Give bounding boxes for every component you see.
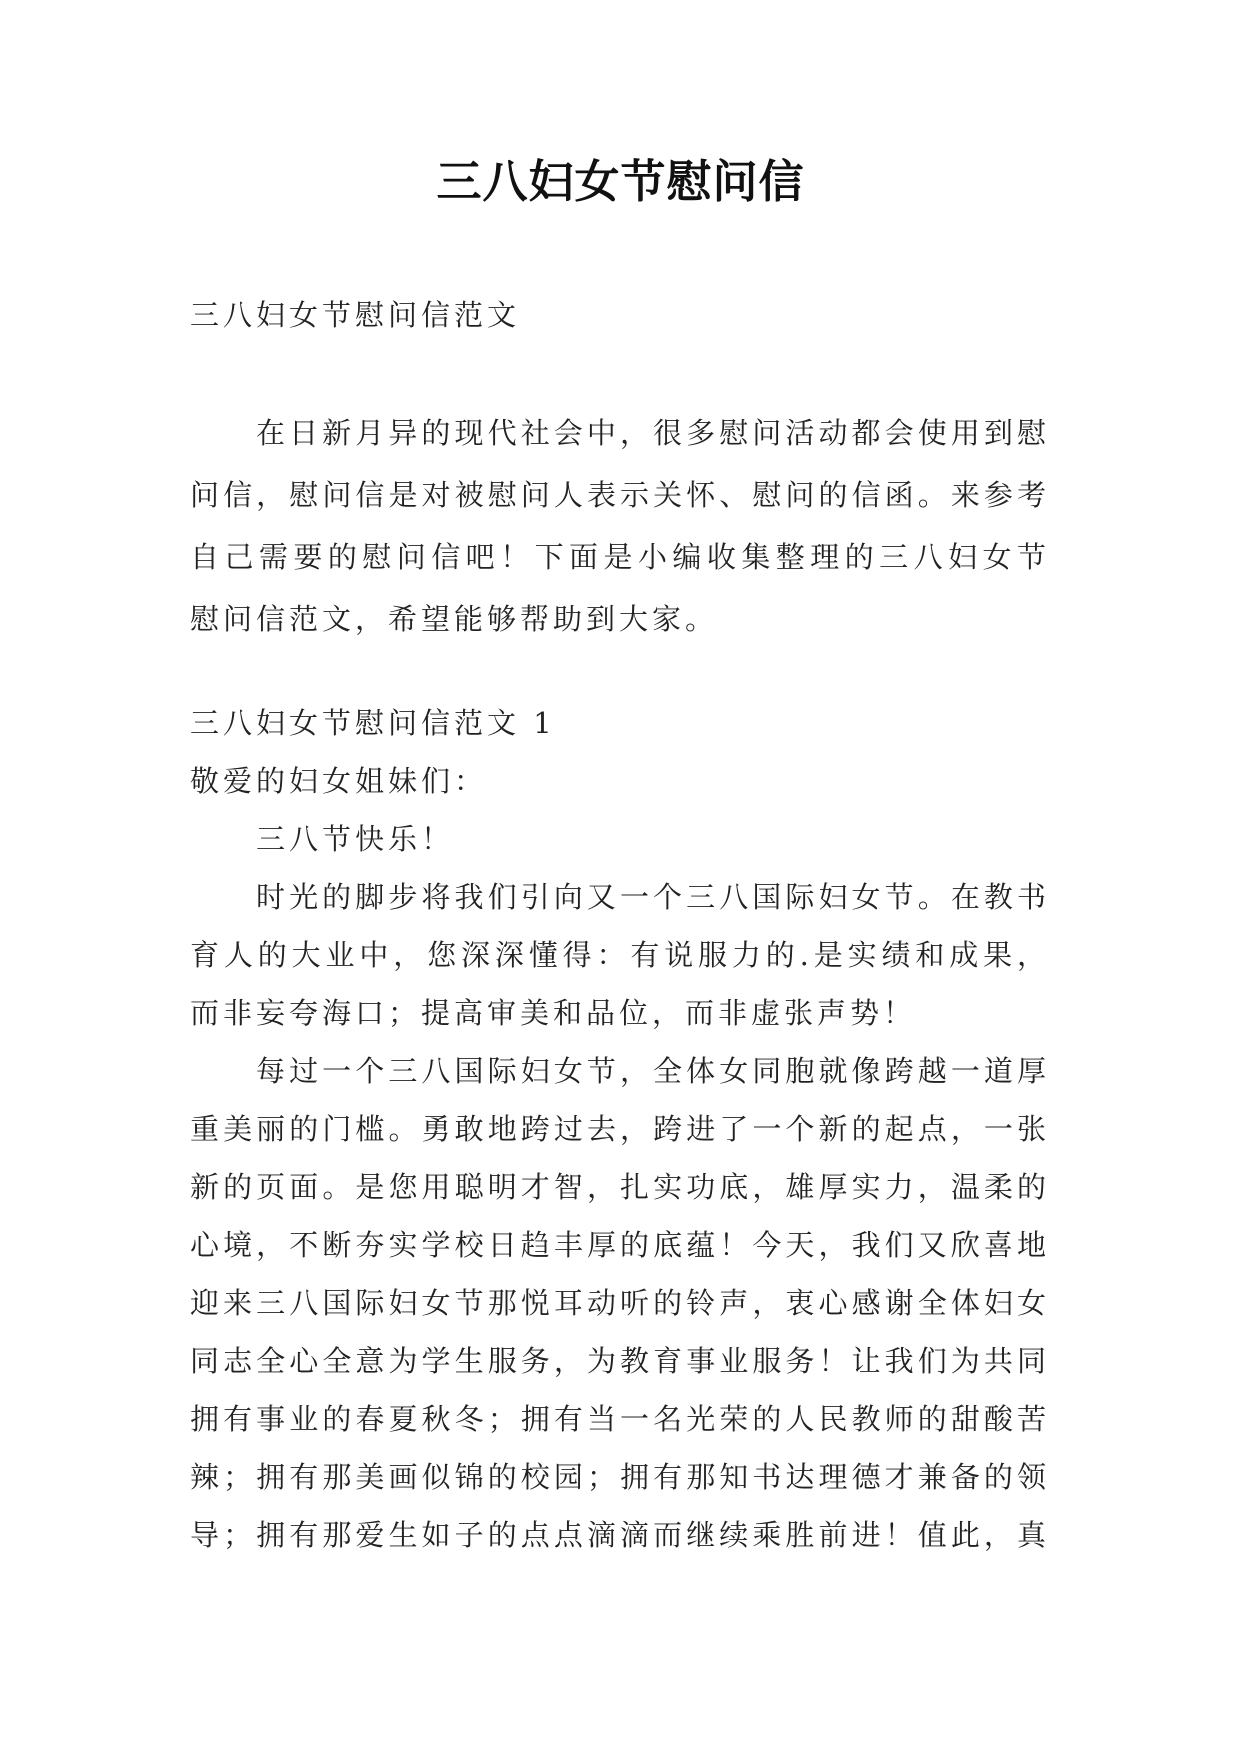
paragraph-line: 时光的脚步将我们引向又一个三八国际妇女节。在教书 bbox=[256, 880, 1050, 914]
paragraph-line: 同志全心全意为学生服务，为教育事业服务！让我们为共同 bbox=[190, 1344, 1050, 1378]
paragraph-2 bbox=[190, 1042, 1050, 1564]
paragraph-line: 每过一个三八国际妇女节，全体女同胞就像跨越一道厚 bbox=[256, 1054, 1050, 1088]
paragraph-line: 辣；拥有那美画似锦的校园；拥有那知书达理德才兼备的领 bbox=[190, 1460, 1050, 1494]
greeting: 三八节快乐！ bbox=[256, 822, 455, 856]
paragraph-line: 新的页面。是您用聪明才智，扎实功底，雄厚实力，温柔的 bbox=[190, 1170, 1050, 1204]
intro-line: 自己需要的慰问信吧！下面是小编收集整理的三八妇女节 bbox=[190, 540, 1050, 574]
sample-heading: 三八妇女节慰问信范文 1 bbox=[190, 706, 556, 740]
salutation: 敬爱的妇女姐妹们： bbox=[190, 764, 488, 798]
paragraph-line: 拥有事业的春夏秋冬；拥有当一名光荣的人民教师的甜酸苦 bbox=[190, 1402, 1050, 1436]
intro-line: 问信，慰问信是对被慰问人表示关怀、慰问的信函。来参考 bbox=[190, 478, 1050, 512]
intro-line: 慰问信范文，希望能够帮助到大家。 bbox=[190, 602, 719, 636]
subtitle-block bbox=[190, 284, 1050, 346]
paragraph-line: 重美丽的门槛。勇敢地跨过去，跨进了一个新的起点，一张 bbox=[190, 1112, 1050, 1146]
paragraph-line: 育人的大业中，您深深懂得：有说服力的.是实绩和成果， bbox=[190, 938, 1050, 972]
paragraph-line: 迎来三八国际妇女节那悦耳动听的铃声，衷心感谢全体妇女 bbox=[190, 1286, 1050, 1320]
paragraph-line: 导；拥有那爱生如子的点点滴滴而继续乘胜前进！值此，真 bbox=[190, 1518, 1050, 1552]
intro-line: 在日新月异的现代社会中，很多慰问活动都会使用到慰 bbox=[256, 416, 1050, 450]
paragraph-line: 心境，不断夯实学校日趋丰厚的底蕴！今天，我们又欣喜地 bbox=[190, 1228, 1050, 1262]
document-title: 三八妇女节慰问信 bbox=[436, 155, 805, 208]
document-subtitle: 三八妇女节慰问信范文 bbox=[190, 298, 521, 332]
letter-body bbox=[190, 694, 1050, 1564]
intro-paragraph bbox=[190, 402, 1050, 650]
paragraph-1 bbox=[190, 868, 1050, 1042]
paragraph-line: 而非妄夸海口；提高审美和品位，而非虚张声势！ bbox=[190, 996, 917, 1030]
